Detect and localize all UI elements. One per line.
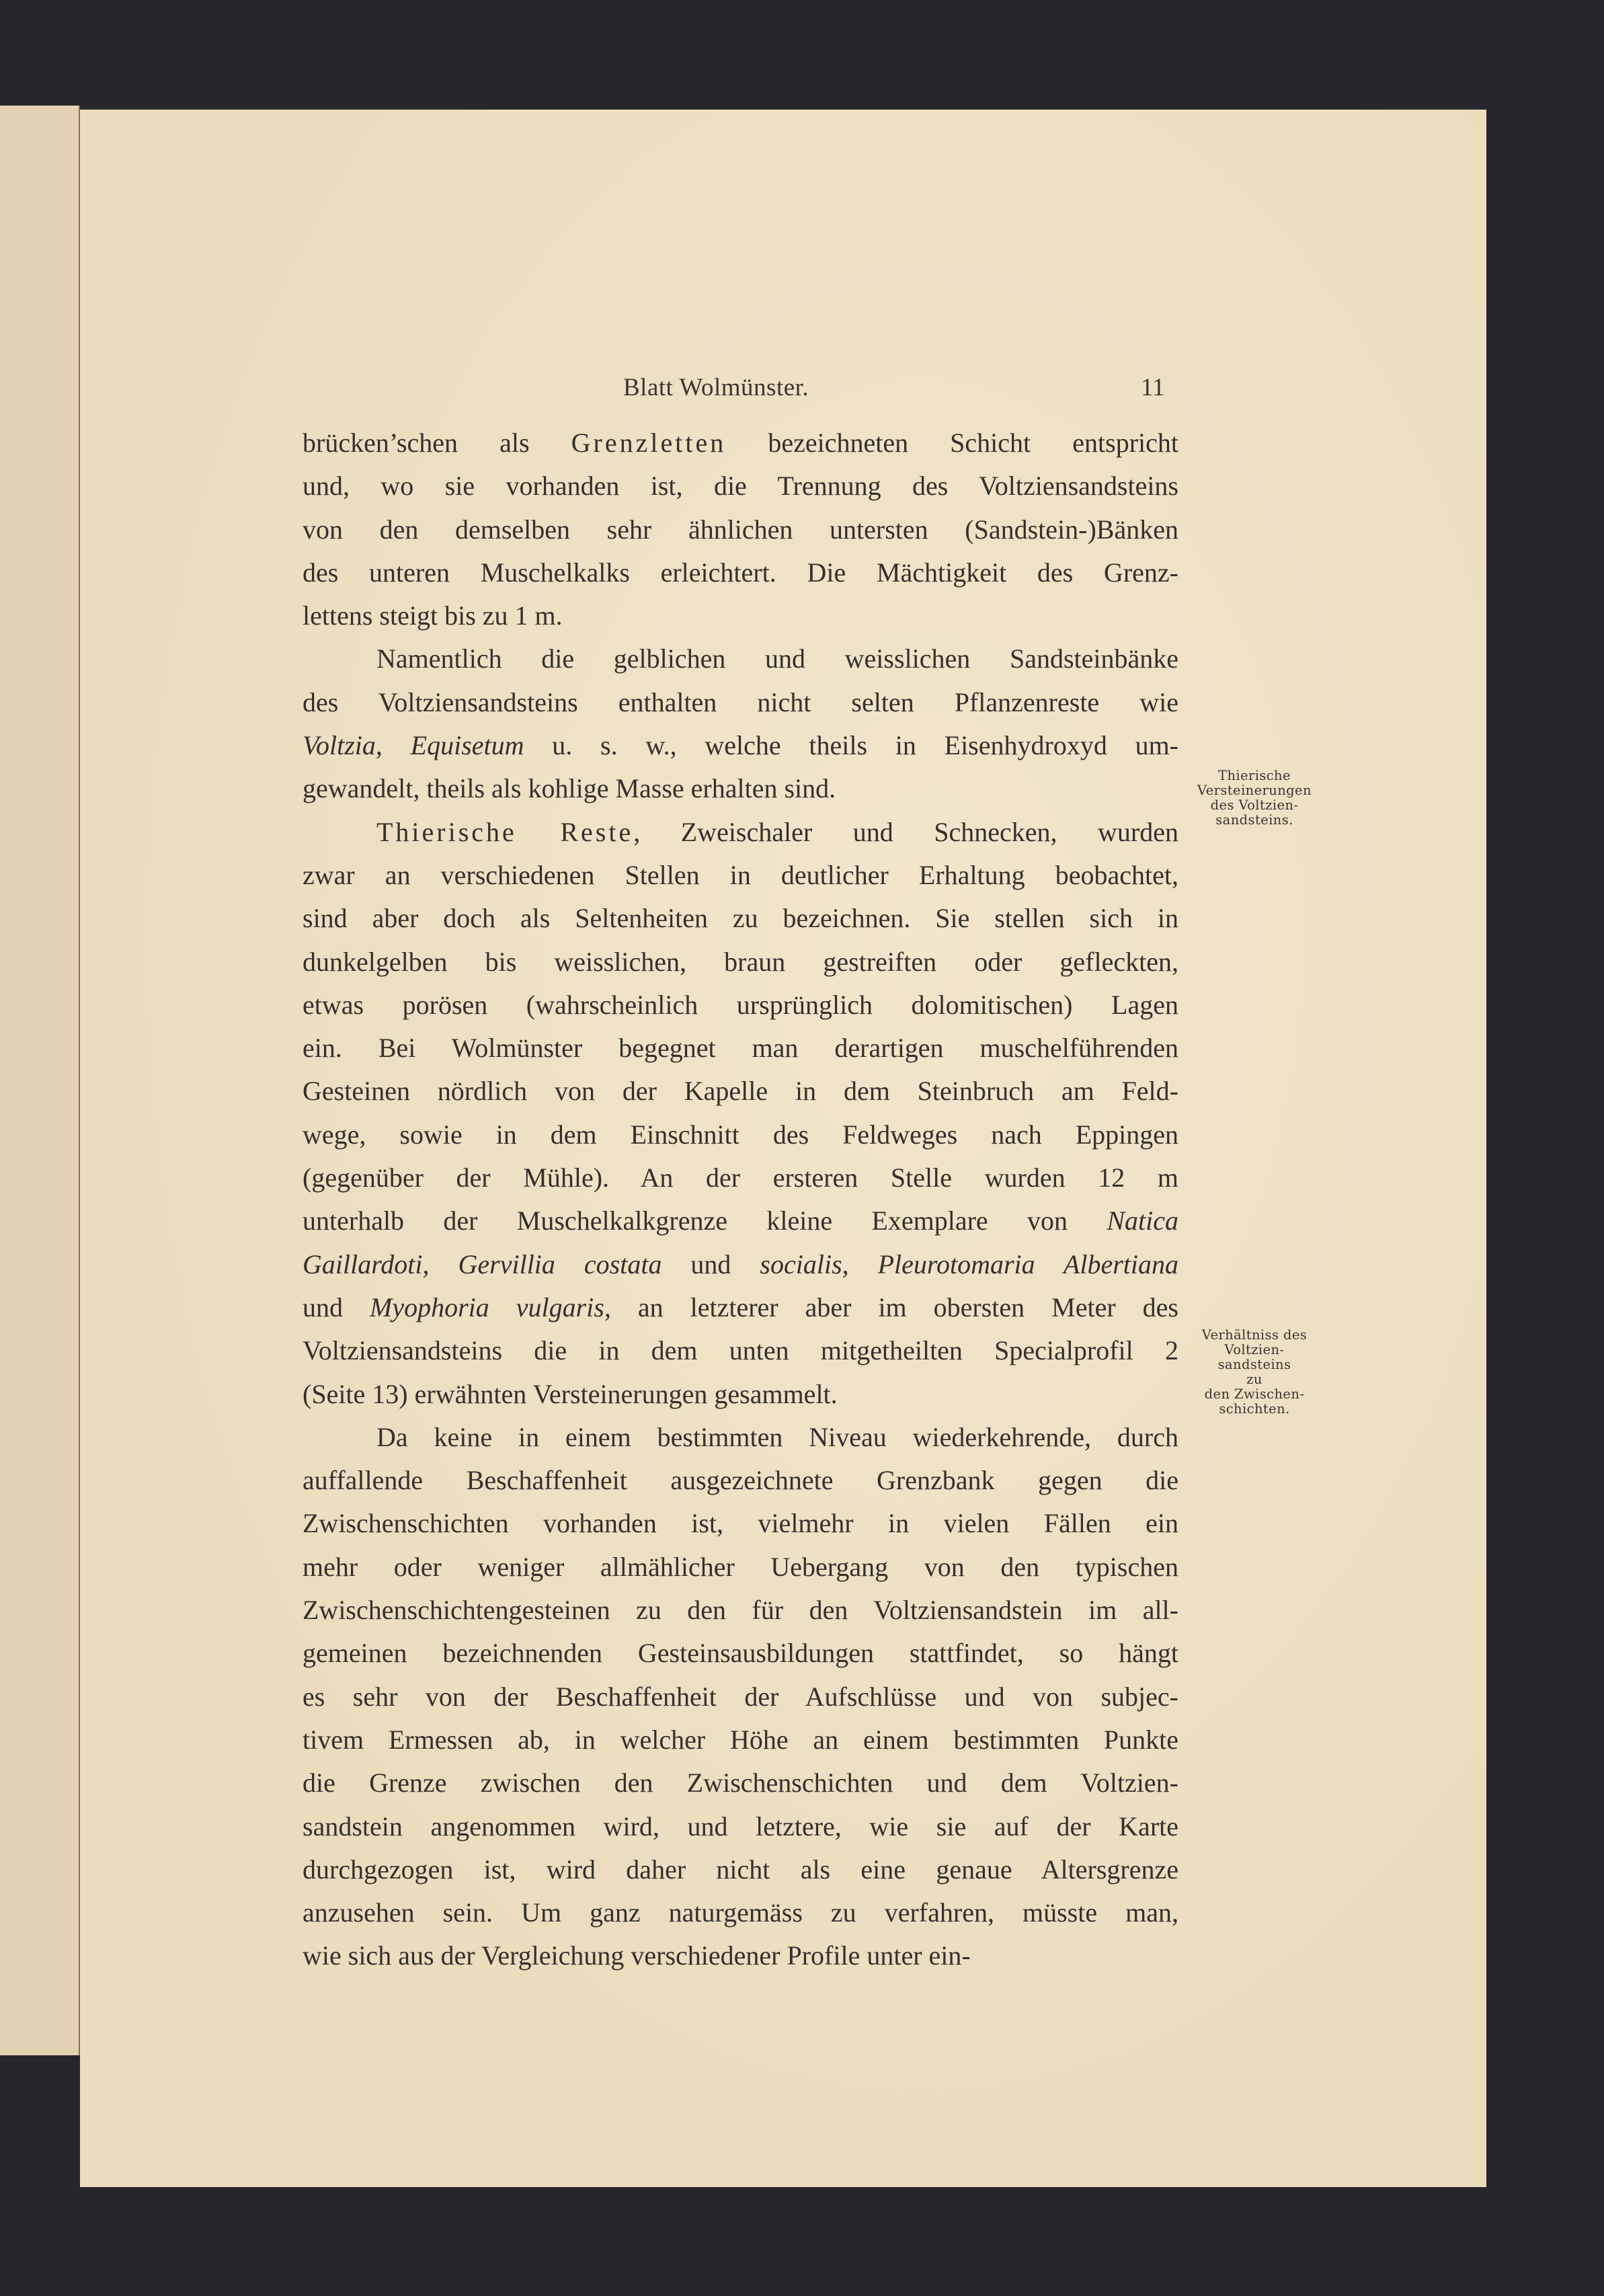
text-line <box>303 1934 1178 1977</box>
text-segment: u. s. w., welche theils in Eisenhydroxyd um- <box>524 730 1179 761</box>
text-segment: durchgezogen ist, wird daher nicht als eine genaue Altersgrenze <box>303 1854 1178 1885</box>
text-line <box>303 637 1178 680</box>
text-line <box>303 1675 1178 1718</box>
margin-note-line: des Voltzien- <box>1210 797 1299 813</box>
text-segment: die Grenze zwischen den Zwischenschichten und dem Voltzien- <box>303 1768 1178 1798</box>
margin-note-line: Voltzien- <box>1224 1342 1285 1357</box>
text-line <box>303 1546 1178 1589</box>
margin-note-thierische-versteinerungen <box>1177 768 1332 828</box>
text-line <box>303 508 1178 551</box>
text-segment: (gegenüber der Mühle). An der ersteren Stelle wurden 12 m <box>303 1162 1178 1193</box>
text-segment: des unteren Muschelkalks erleichtert. Die Mächtigkeit des Grenz- <box>303 557 1178 588</box>
text-segment: Da keine in einem bestimmten Niveau wiederkehrende, durch <box>376 1421 1178 1452</box>
margin-note-line: Verhältniss des <box>1201 1327 1308 1343</box>
text-line <box>303 1761 1178 1805</box>
paragraph <box>303 811 1178 1416</box>
text-line <box>303 941 1178 984</box>
taxon-name: Equisetum <box>410 730 524 761</box>
text-line <box>303 767 1178 810</box>
text-segment: Gesteinen nördlich von der Kapelle in dem Steinbruch am Feld- <box>303 1076 1178 1107</box>
margin-note-line: schichten. <box>1219 1401 1290 1417</box>
text-segment: bezeichneten Schicht entspricht <box>726 428 1178 458</box>
margin-note-line: sandsteins <box>1217 1357 1291 1372</box>
text-segment: mehr oder weniger allmählicher Uebergang von den typischen <box>303 1551 1178 1582</box>
text-segment: tivem Ermessen ab, in welcher Höhe an einem bestimmten Punkte <box>303 1724 1178 1755</box>
text-segment: wege, sowie in dem Einschnitt des Feldweges nach Eppingen <box>303 1119 1178 1150</box>
text-line <box>303 1502 1178 1545</box>
text-line <box>303 465 1178 508</box>
taxon-name: Voltzia <box>303 730 376 761</box>
text-line <box>303 1848 1178 1891</box>
text-line <box>303 984 1178 1027</box>
emphasized-term: Grenzletten <box>571 428 727 458</box>
taxon-name: Natica <box>1107 1205 1178 1236</box>
text-segment: lettens steigt bis zu 1 m. <box>303 600 563 631</box>
text-segment: etwas porösen (wahrscheinlich ursprünglich dolomitischen) Lagen <box>303 989 1178 1020</box>
text-line <box>303 854 1178 897</box>
paragraph <box>303 637 1178 810</box>
text-segment: unterhalb der Muschelkalkgrenze kleine Exemplare von <box>303 1205 1107 1236</box>
text-line <box>303 1027 1178 1070</box>
text-line <box>303 551 1178 594</box>
text-segment: von den demselben sehr ähnlichen untersten (Sandstein-)Bänken <box>303 514 1178 545</box>
paragraph <box>303 422 1178 637</box>
text-segment: Namentlich die gelblichen und weisslichen Sandsteinbänke <box>376 643 1178 674</box>
text-line <box>303 594 1178 637</box>
text-line <box>303 1416 1178 1459</box>
text-segment: auffallende Beschaffenheit ausgezeichnete Grenzbank gegen die <box>303 1465 1178 1496</box>
taxon-name: socialis, Pleurotomaria Albertiana <box>760 1249 1179 1279</box>
text-segment: , an letzterer aber im obersten Meter des <box>604 1292 1179 1322</box>
text-segment: Voltziensandsteins die in dem unten mitgetheilten Specialprofil 2 <box>303 1335 1178 1366</box>
text-line <box>303 1459 1178 1502</box>
text-segment: ein. Bei Wolmünster begegnet man derartigen muschelführenden <box>303 1033 1178 1064</box>
text-line <box>303 422 1178 465</box>
text-segment: es sehr von der Beschaffenheit der Aufschlüsse und von subjec- <box>303 1681 1178 1712</box>
margin-note-line: sandsteins. <box>1215 812 1293 828</box>
text-line <box>303 724 1178 767</box>
text-line <box>303 1718 1178 1761</box>
text-line <box>303 811 1178 854</box>
text-segment: , <box>375 730 411 761</box>
text-line <box>303 1632 1178 1675</box>
book-page <box>80 110 1486 2187</box>
taxon-name: Myophoria vulgaris <box>370 1292 604 1322</box>
text-line <box>303 681 1178 724</box>
text-line <box>303 1113 1178 1156</box>
margin-note-line: Versteinerungen <box>1197 783 1312 798</box>
taxon-name: Gaillardoti, Gervillia costata <box>303 1249 662 1279</box>
text-line <box>303 897 1178 940</box>
previous-page-edge <box>0 106 79 2055</box>
emphasized-term: Thierische Reste <box>376 816 634 847</box>
margin-note-line: Thierische <box>1218 768 1291 783</box>
paragraph <box>303 1416 1178 1978</box>
margin-note-line: den Zwischen- <box>1204 1386 1305 1402</box>
text-line <box>303 1373 1178 1416</box>
text-segment: sandstein angenommen wird, und letztere, wie sie auf der Karte <box>303 1811 1178 1842</box>
text-segment: anzusehen sein. Um ganz naturgemäss zu verfahren, müsste man, <box>303 1897 1178 1928</box>
text-segment: , Zweischaler und Schnecken, wurden <box>633 816 1179 847</box>
page-number: 11 <box>1141 374 1165 401</box>
text-segment: zwar an verschiedenen Stellen in deutlicher Erhaltung beobachtet, <box>303 859 1178 890</box>
text-line <box>303 1243 1178 1286</box>
text-segment: und, wo sie vorhanden ist, die Trennung des Voltziensandsteins <box>303 471 1178 502</box>
text-line <box>303 1805 1178 1848</box>
running-title: Blatt Wolmünster. <box>623 374 809 401</box>
text-segment: brücken’schen als <box>303 428 571 458</box>
text-line <box>303 1589 1178 1632</box>
text-segment: und <box>303 1292 370 1322</box>
text-segment: sind aber doch als Seltenheiten zu bezeichnen. Sie stellen sich in <box>303 903 1178 934</box>
text-line <box>303 1070 1178 1113</box>
text-segment: Zwischenschichten vorhanden ist, vielmehr in vielen Fällen ein <box>303 1508 1178 1539</box>
text-line <box>303 1329 1178 1372</box>
text-segment: gewandelt, theils als kohlige Masse erhalten sind. <box>303 773 836 804</box>
body-text <box>303 422 1178 1978</box>
text-segment: des Voltziensandsteins enthalten nicht selten Pflanzenreste wie <box>303 686 1178 717</box>
text-segment: und <box>661 1249 760 1279</box>
text-segment: Zwischenschichtengesteinen zu den für den Voltziensandstein im all- <box>303 1595 1178 1626</box>
text-line <box>303 1286 1178 1329</box>
text-line <box>303 1891 1178 1934</box>
text-line <box>303 1199 1178 1242</box>
text-line <box>303 1156 1178 1199</box>
margin-note-line: zu <box>1246 1372 1262 1387</box>
margin-note-verhaeltniss-zwischenschichten <box>1177 1328 1332 1417</box>
text-segment: dunkelgelben bis weisslichen, braun gestreiften oder gefleckten, <box>303 946 1178 977</box>
text-segment: wie sich aus der Vergleichung verschiedener Profile unter ein- <box>303 1940 971 1971</box>
text-segment: (Seite 13) erwähnten Versteinerungen gesammelt. <box>303 1378 838 1409</box>
text-segment: gemeinen bezeichnenden Gesteinsausbildungen stattfindet, so hängt <box>303 1638 1178 1669</box>
